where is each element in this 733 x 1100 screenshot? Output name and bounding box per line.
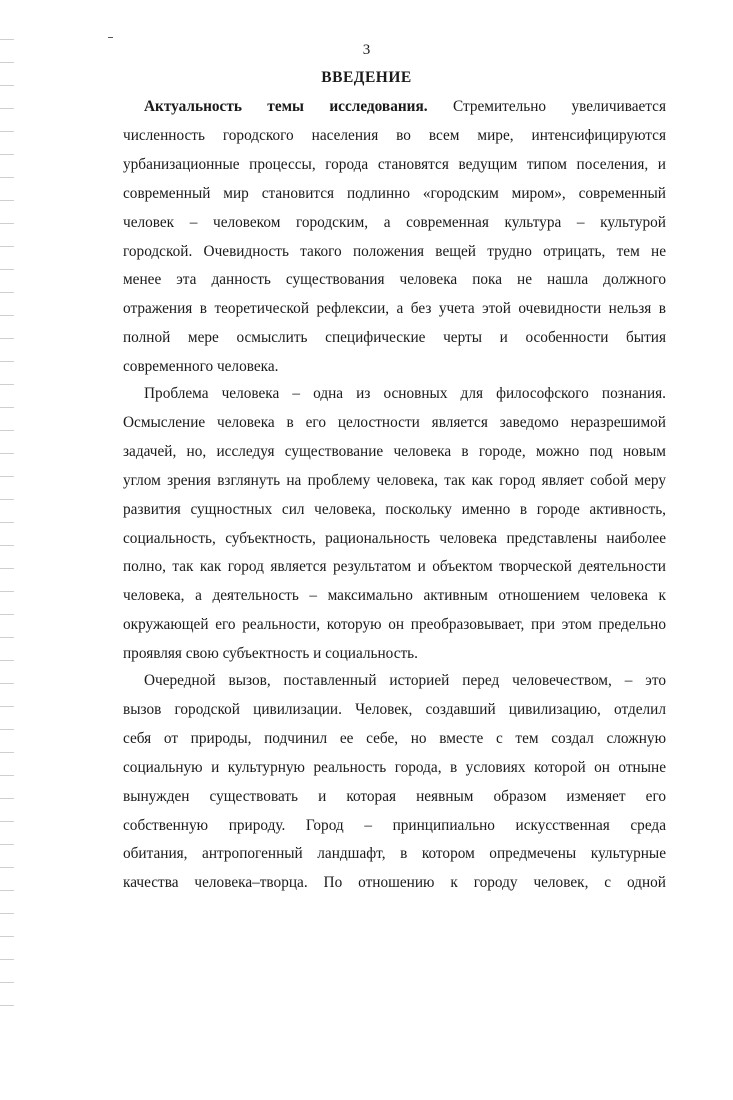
- paragraph-1: [123, 93, 666, 382]
- paragraph-line: собственную природу. Город – принципиально искусственная среда: [123, 816, 666, 834]
- paragraph-line: менее эта данность существования человека пока не нашла должного: [123, 271, 666, 289]
- paragraph-line: урбанизационные процессы, города становятся ведущим типом поселения, и: [123, 155, 666, 173]
- paragraph-3: [123, 667, 666, 898]
- paragraph-line: городской. Очевидность такого положения вещей трудно отрицать, тем не: [123, 242, 666, 260]
- paragraph-line: задачей, но, исследуя существование человека в городе, можно под новым: [123, 442, 666, 460]
- paragraph-line: полной мере осмыслить специфические черты и особенности бытия: [123, 329, 666, 347]
- paragraph-2: [123, 380, 666, 669]
- topic-relevance-lead: Актуальность темы исследования.: [144, 98, 428, 115]
- paragraph-line: окружающей его реальности, которую он преобразовывает, при этом предельно: [123, 616, 666, 634]
- page-title: ВВЕДЕНИЕ: [321, 69, 412, 86]
- paragraph-line: [123, 93, 666, 122]
- paragraph-line: современного человека.: [123, 358, 279, 376]
- paragraph-line: численность городского населения во всем мире, интенсифицируются: [123, 126, 666, 144]
- paragraph-line: проявляя свою субъектность и социальность.: [123, 645, 418, 663]
- paragraph-line: углом зрения взглянуть на проблему человека, так как город являет собой меру: [123, 471, 666, 489]
- paragraph-line: социальную и культурную реальность города, в условиях которой он отныне: [123, 758, 666, 776]
- paragraph-line: вынужден существовать и которая неявным образом изменяет его: [123, 787, 666, 805]
- paragraph-line: обитания, антропогенный ландшафт, в котором опредмечены культурные: [123, 845, 666, 863]
- paragraph-line: вызов городской цивилизации. Человек, создавший цивилизацию, отделил: [123, 700, 666, 718]
- paragraph-line-text: Стремительно увеличивается: [427, 98, 666, 115]
- paragraph-line: Очередной вызов, поставленный историей перед человечеством, – это: [144, 672, 666, 689]
- page-number: 3: [362, 42, 371, 58]
- paragraph-line: качества человека–творца. По отношению к городу человек, с одной: [123, 874, 666, 892]
- paragraph-line: человека, а деятельность – максимально активным отношением человека к: [123, 587, 666, 605]
- paragraph-line: развития сущностных сил человека, поскольку именно в городе активность,: [123, 500, 666, 518]
- paragraph-line: отражения в теоретической рефлексии, а без учета этой очевидности нельзя в: [123, 300, 666, 318]
- paragraph-line: современный мир становится подлинно «городским миром», современный: [123, 184, 666, 202]
- scan-speck: [108, 37, 113, 38]
- paragraph-line: себя от природы, подчинил ее себе, но вместе с тем создал сложную: [123, 729, 666, 747]
- paragraph-line: Осмысление человека в его целостности является заведомо неразрешимой: [123, 413, 666, 431]
- scan-edge-artifact: [0, 30, 14, 1010]
- paragraph-line: Проблема человека – одна из основных для философского познания.: [144, 385, 666, 402]
- paragraph-line: человек – человеком городским, а современная культура – культурой: [123, 213, 666, 231]
- paragraph-line: социальность, субъектность, рациональность человека представлены наиболее: [123, 529, 666, 547]
- paragraph-line: полно, так как город является результатом и объектом творческой деятельности: [123, 558, 666, 576]
